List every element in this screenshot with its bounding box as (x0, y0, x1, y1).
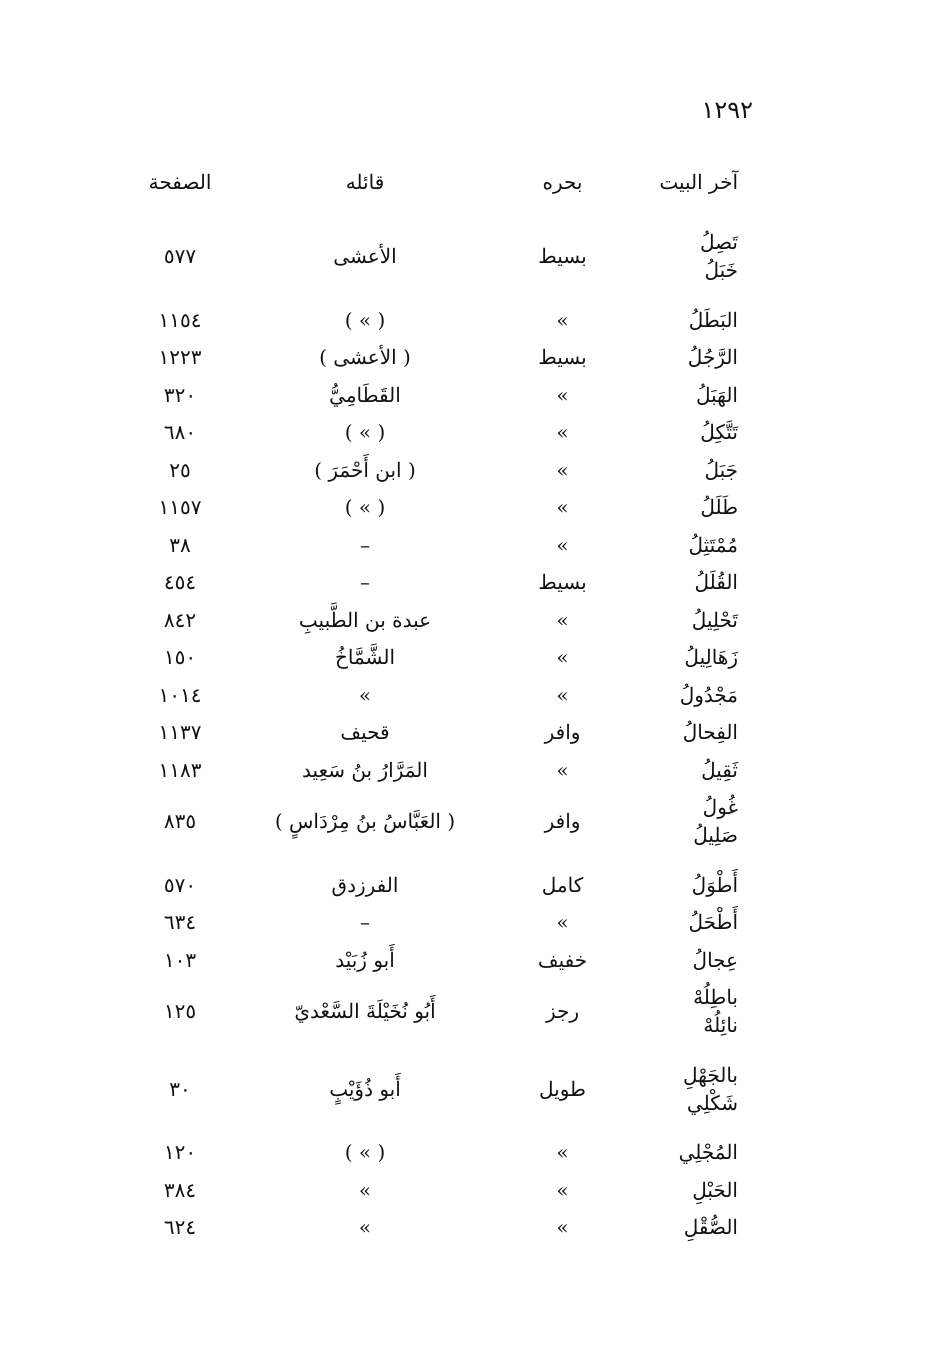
verse-ending: باطِلُهْ (693, 985, 738, 1009)
meter-cell: وافر (544, 720, 581, 744)
page-ref-cell: ١٢٥ (163, 999, 197, 1023)
page-ref-cell: ١١٥٧ (158, 495, 202, 519)
meter-cell: رجز (545, 999, 580, 1023)
verse-ending: طَلَلُ (700, 495, 738, 519)
poet-cell: الشَّمَّاخُ (334, 645, 396, 669)
meter-cell: خفيف (537, 947, 588, 972)
verse-ending: القُلَلُ (694, 570, 738, 594)
header-page: الصفحة (148, 170, 212, 194)
meter-cell: » (556, 682, 569, 707)
verse-ending: تَصِلُ (699, 230, 738, 254)
verse-ending: بالجَهْلِ (682, 1062, 738, 1087)
poet-cell: أَبو زُبَيْد (335, 947, 395, 972)
meter-cell: بسيط (538, 570, 587, 594)
meter-cell: » (556, 307, 569, 332)
page-ref-cell: ١١٣٧ (158, 720, 202, 744)
verse-ending: تَحْلِيلُ (691, 607, 738, 632)
page-ref-cell: ٣٨ (169, 532, 191, 557)
poet-cell: المَرَّارُ بنُ سَعِيد (302, 757, 428, 782)
verse-ending: نائِلُهْ (703, 1013, 738, 1037)
poet-cell: عبدة بن الطَّبيبِ (298, 607, 432, 632)
verse-ending: ثَقِيلُ (701, 757, 738, 782)
poet-cell: الأعشى (333, 244, 397, 268)
meter-cell: » (556, 495, 569, 519)
verse-ending: غُولُ (702, 795, 738, 819)
meter-cell: » (556, 1140, 569, 1164)
meter-cell: وافر (544, 809, 581, 833)
verse-ending: أَطْحَلُ (688, 910, 738, 934)
page-ref-cell: ٦٢٤ (163, 1215, 197, 1239)
verse-ending: الصُّقْلِ (683, 1215, 738, 1239)
meter-cell: كامل (541, 872, 584, 897)
meter-cell: » (556, 457, 569, 482)
verse-ending: صَلِيلُ (693, 823, 738, 847)
poet-cell: » (358, 682, 372, 707)
poet-cell: الفرزدق (331, 872, 399, 897)
verse-ending: مَجْدُولُ (679, 682, 738, 707)
verse-ending: شَكْلِي (686, 1090, 738, 1115)
verse-ending: البَطَلُ (688, 307, 738, 332)
verse-ending: الرَّجُلُ (687, 345, 738, 369)
verse-ending: المُجْلِي (678, 1140, 738, 1164)
verse-ending: الفِحالُ (682, 720, 738, 744)
poet-cell: ( العَبَّاسُ بنُ مِرْدَاسٍ ) (274, 809, 456, 833)
header-meter: بحره (542, 170, 583, 194)
page-ref-cell: ٣٢٠ (163, 382, 197, 407)
page-ref-cell: ٢٥ (169, 457, 191, 482)
poet-cell: » (358, 1215, 372, 1239)
page-ref-cell: ٥٧٧ (163, 244, 197, 268)
meter-cell: » (556, 382, 569, 407)
header-poet: قائله (345, 170, 385, 194)
page-ref-cell: ٣٠ (169, 1076, 191, 1101)
poet-cell: ( الأعشى ) (319, 345, 411, 369)
poet-cell: » (358, 1177, 372, 1202)
meter-cell: » (556, 645, 569, 669)
meter-cell: » (556, 757, 569, 782)
poet-cell: أَبو ذُؤَيْبٍ (329, 1076, 401, 1101)
verse-ending: جَبَلُ (704, 457, 738, 482)
poet-cell: ( » ) (344, 420, 386, 444)
verse-ending: أَطْوَلُ (691, 872, 738, 897)
verse-ending: الحَبْلِ (692, 1177, 738, 1202)
poet-cell: ( » ) (344, 307, 386, 332)
meter-cell: » (556, 532, 569, 557)
verse-ending: تَتَّكِلُ (700, 420, 738, 444)
poet-cell: ( ابن أَحْمَرَ ) (314, 457, 416, 482)
poet-cell: القَطَامِيُّ (329, 382, 401, 407)
poet-cell: أَبُو نُخَيْلَةَ السَّعْديّ (294, 999, 436, 1023)
page-ref-cell: ٨٣٥ (163, 809, 197, 833)
page-ref-cell: ١١٨٣ (158, 757, 202, 782)
meter-cell: بسيط (538, 345, 587, 369)
verse-ending: مُمْتَثِلُ (688, 532, 738, 557)
page-ref-cell: ١٢٢٣ (158, 345, 202, 369)
verse-ending: الهَبَلُ (695, 382, 738, 407)
poet-cell: ( » ) (344, 1140, 386, 1164)
page-ref-cell: ١٠٣ (163, 947, 197, 972)
page-ref-cell: ٦٨٠ (163, 420, 197, 444)
page-ref-cell: ٤٥٤ (163, 570, 197, 594)
page-ref-cell: ١٢٠ (163, 1140, 197, 1164)
verse-ending: عِجالُ (692, 947, 738, 972)
poet-cell: – (360, 532, 370, 557)
page-ref-cell: ١٥٠ (163, 645, 197, 669)
verse-ending: خَبَلُ (704, 258, 738, 282)
page-ref-cell: ٦٣٤ (163, 910, 197, 934)
poet-cell: ( » ) (344, 495, 386, 519)
poet-cell: – (360, 910, 370, 934)
page-number: ١٢٩٢ (701, 96, 753, 124)
poet-cell: قحيف (340, 720, 390, 744)
verse-ending: زَهَالِيلُ (684, 645, 738, 669)
page-ref-cell: ٥٧٠ (163, 872, 197, 897)
meter-cell: » (556, 607, 569, 632)
page-ref-cell: ١١٥٤ (158, 307, 202, 332)
page-ref-cell: ١٠١٤ (158, 682, 202, 707)
meter-cell: » (556, 1215, 569, 1239)
meter-cell: » (556, 1177, 569, 1202)
poet-cell: – (360, 570, 370, 594)
header-verse-ending: آخر البيت (659, 170, 738, 194)
meter-cell: طويل (539, 1076, 586, 1101)
meter-cell: » (556, 420, 569, 444)
page-ref-cell: ٨٤٢ (163, 607, 197, 632)
meter-cell: » (556, 910, 569, 934)
page-ref-cell: ٣٨٤ (163, 1177, 197, 1202)
meter-cell: بسيط (538, 244, 587, 268)
